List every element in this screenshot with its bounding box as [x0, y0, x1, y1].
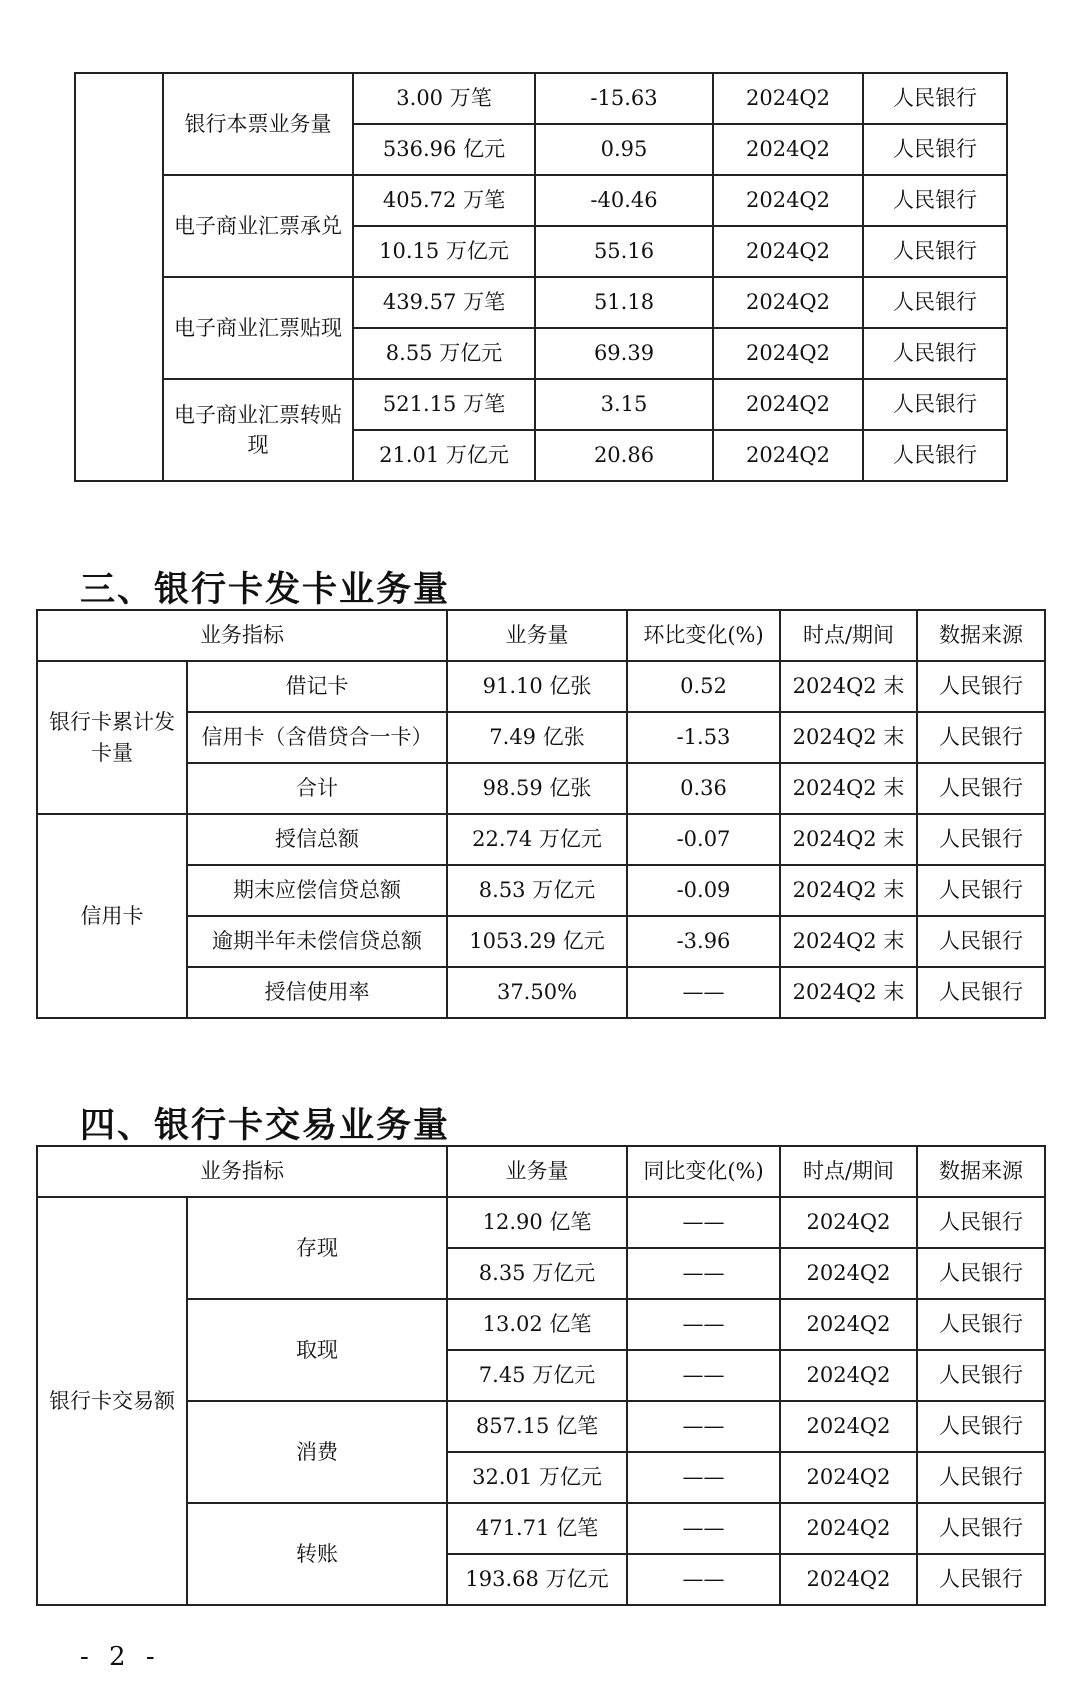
indicator-cell: 电子商业汇票贴现	[163, 277, 353, 379]
period-cell: 2024Q2	[780, 1197, 917, 1248]
change-cell: 51.18	[535, 277, 713, 328]
table-row	[37, 967, 1045, 1018]
period-cell: 2024Q2	[780, 1503, 917, 1554]
period-cell: 2024Q2	[713, 328, 863, 379]
change-cell: -0.07	[627, 814, 780, 865]
source-cell: 人民银行	[863, 277, 1007, 328]
header-period: 时点/期间	[780, 610, 917, 661]
source-cell: 人民银行	[917, 865, 1045, 916]
amount-cell: 405.72 万笔	[353, 175, 535, 226]
header-period: 时点/期间	[780, 1146, 917, 1197]
period-cell: 2024Q2 末	[780, 763, 917, 814]
item-cell: 期末应偿信贷总额	[187, 865, 447, 916]
source-cell: 人民银行	[863, 73, 1007, 124]
amount-cell: 22.74 万亿元	[447, 814, 627, 865]
source-cell: 人民银行	[917, 1197, 1045, 1248]
header-change: 环比变化(%)	[627, 610, 780, 661]
group-cell: 银行卡累计发卡量	[37, 661, 187, 814]
period-cell: 2024Q2 末	[780, 712, 917, 763]
table-row	[37, 661, 1045, 712]
source-cell: 人民银行	[917, 763, 1045, 814]
period-cell: 2024Q2	[780, 1299, 917, 1350]
change-cell: ——	[627, 1401, 780, 1452]
amount-cell: 521.15 万笔	[353, 379, 535, 430]
amount-cell: 439.57 万笔	[353, 277, 535, 328]
section-title-card-issuance: 三、银行卡发卡业务量	[80, 570, 451, 610]
source-cell: 人民银行	[863, 328, 1007, 379]
card-issuance-table	[36, 609, 1046, 1019]
item-cell: 转账	[187, 1503, 447, 1605]
period-cell: 2024Q2	[780, 1350, 917, 1401]
item-cell: 消费	[187, 1401, 447, 1503]
indicator-cell: 电子商业汇票转贴现	[163, 379, 353, 481]
change-cell: ——	[627, 967, 780, 1018]
table-row	[75, 175, 1007, 226]
period-cell: 2024Q2	[713, 430, 863, 481]
source-cell: 人民银行	[917, 916, 1045, 967]
amount-cell: 98.59 亿张	[447, 763, 627, 814]
amount-cell: 37.50%	[447, 967, 627, 1018]
item-cell: 授信使用率	[187, 967, 447, 1018]
header-indicator: 业务指标	[37, 610, 447, 661]
source-cell: 人民银行	[863, 430, 1007, 481]
table-row	[37, 1299, 1045, 1350]
table-header-row	[37, 610, 1045, 661]
table-row	[37, 916, 1045, 967]
amount-cell: 7.49 亿张	[447, 712, 627, 763]
change-cell: ——	[627, 1299, 780, 1350]
amount-cell: 8.53 万亿元	[447, 865, 627, 916]
item-cell: 授信总额	[187, 814, 447, 865]
change-cell: ——	[627, 1197, 780, 1248]
indicator-cell: 银行本票业务量	[163, 73, 353, 175]
header-indicator: 业务指标	[37, 1146, 447, 1197]
period-cell: 2024Q2	[780, 1248, 917, 1299]
section-title-card-transactions: 四、银行卡交易业务量	[80, 1106, 451, 1146]
table-row	[37, 1503, 1045, 1554]
source-cell: 人民银行	[917, 1452, 1045, 1503]
header-change: 同比变化(%)	[627, 1146, 780, 1197]
item-cell: 逾期半年未偿信贷总额	[187, 916, 447, 967]
source-cell: 人民银行	[863, 124, 1007, 175]
source-cell: 人民银行	[863, 175, 1007, 226]
period-cell: 2024Q2	[780, 1401, 917, 1452]
table-row	[75, 379, 1007, 430]
period-cell: 2024Q2 末	[780, 916, 917, 967]
amount-cell: 471.71 亿笔	[447, 1503, 627, 1554]
table-row	[75, 73, 1007, 124]
period-cell: 2024Q2	[713, 124, 863, 175]
change-cell: 0.52	[627, 661, 780, 712]
amount-cell: 32.01 万亿元	[447, 1452, 627, 1503]
change-cell: -3.96	[627, 916, 780, 967]
amount-cell: 193.68 万亿元	[447, 1554, 627, 1605]
source-cell: 人民银行	[917, 1554, 1045, 1605]
header-source: 数据来源	[917, 610, 1045, 661]
change-cell: -1.53	[627, 712, 780, 763]
period-cell: 2024Q2	[713, 379, 863, 430]
source-cell: 人民银行	[917, 712, 1045, 763]
amount-cell: 8.35 万亿元	[447, 1248, 627, 1299]
item-cell: 信用卡（含借贷合一卡）	[187, 712, 447, 763]
source-cell: 人民银行	[917, 1248, 1045, 1299]
table-row	[37, 763, 1045, 814]
amount-cell: 3.00 万笔	[353, 73, 535, 124]
source-cell: 人民银行	[917, 1401, 1045, 1452]
table-header-row	[37, 1146, 1045, 1197]
amount-cell: 13.02 亿笔	[447, 1299, 627, 1350]
change-cell: 3.15	[535, 379, 713, 430]
change-cell: -40.46	[535, 175, 713, 226]
table-row	[37, 712, 1045, 763]
source-cell: 人民银行	[917, 1299, 1045, 1350]
change-cell: -0.09	[627, 865, 780, 916]
source-cell: 人民银行	[863, 379, 1007, 430]
period-cell: 2024Q2 末	[780, 865, 917, 916]
header-source: 数据来源	[917, 1146, 1045, 1197]
item-cell: 合计	[187, 763, 447, 814]
header-amount: 业务量	[447, 1146, 627, 1197]
amount-cell: 857.15 亿笔	[447, 1401, 627, 1452]
period-cell: 2024Q2	[713, 277, 863, 328]
source-cell: 人民银行	[917, 661, 1045, 712]
bill-business-table	[74, 72, 1008, 482]
item-cell: 存现	[187, 1197, 447, 1299]
period-cell: 2024Q2 末	[780, 967, 917, 1018]
change-cell: 20.86	[535, 430, 713, 481]
table-row	[37, 1197, 1045, 1248]
change-cell: ——	[627, 1503, 780, 1554]
source-cell: 人民银行	[917, 1350, 1045, 1401]
change-cell: ——	[627, 1350, 780, 1401]
group-cell	[75, 73, 163, 481]
amount-cell: 8.55 万亿元	[353, 328, 535, 379]
indicator-cell: 电子商业汇票承兑	[163, 175, 353, 277]
table-row	[37, 1401, 1045, 1452]
period-cell: 2024Q2 末	[780, 814, 917, 865]
source-cell: 人民银行	[917, 1503, 1045, 1554]
amount-cell: 91.10 亿张	[447, 661, 627, 712]
period-cell: 2024Q2	[713, 175, 863, 226]
item-cell: 取现	[187, 1299, 447, 1401]
change-cell: ——	[627, 1452, 780, 1503]
card-transaction-table	[36, 1145, 1046, 1606]
group-cell: 银行卡交易额	[37, 1197, 187, 1605]
change-cell: ——	[627, 1248, 780, 1299]
period-cell: 2024Q2 末	[780, 661, 917, 712]
amount-cell: 10.15 万亿元	[353, 226, 535, 277]
table-row	[37, 814, 1045, 865]
amount-cell: 7.45 万亿元	[447, 1350, 627, 1401]
header-amount: 业务量	[447, 610, 627, 661]
change-cell: ——	[627, 1554, 780, 1605]
change-cell: 0.95	[535, 124, 713, 175]
source-cell: 人民银行	[917, 814, 1045, 865]
amount-cell: 21.01 万亿元	[353, 430, 535, 481]
amount-cell: 12.90 亿笔	[447, 1197, 627, 1248]
period-cell: 2024Q2	[713, 73, 863, 124]
table-row	[37, 865, 1045, 916]
item-cell: 借记卡	[187, 661, 447, 712]
source-cell: 人民银行	[917, 967, 1045, 1018]
period-cell: 2024Q2	[780, 1554, 917, 1605]
change-cell: 69.39	[535, 328, 713, 379]
table-row	[75, 277, 1007, 328]
period-cell: 2024Q2	[713, 226, 863, 277]
group-cell: 信用卡	[37, 814, 187, 1018]
amount-cell: 536.96 亿元	[353, 124, 535, 175]
source-cell: 人民银行	[863, 226, 1007, 277]
change-cell: 55.16	[535, 226, 713, 277]
period-cell: 2024Q2	[780, 1452, 917, 1503]
amount-cell: 1053.29 亿元	[447, 916, 627, 967]
change-cell: -15.63	[535, 73, 713, 124]
page-number: - 2 -	[80, 1642, 161, 1672]
change-cell: 0.36	[627, 763, 780, 814]
